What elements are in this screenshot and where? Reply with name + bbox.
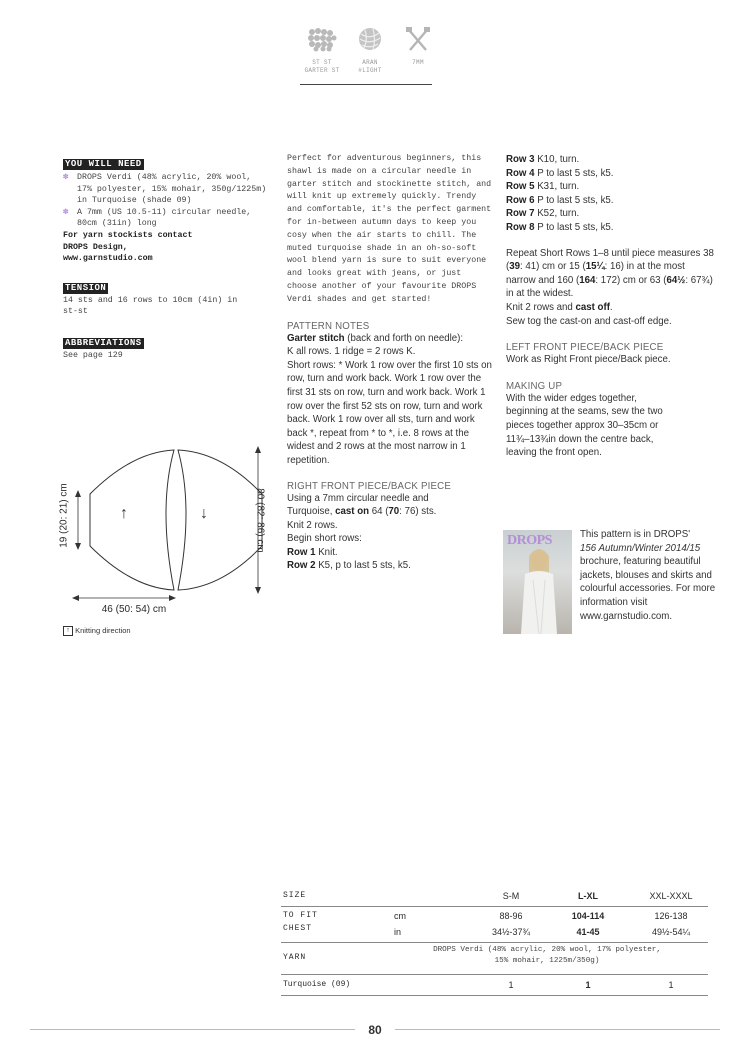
row-6: Row 6 P to last 5 sts, k5. <box>506 194 614 206</box>
technique-icons <box>300 26 432 86</box>
cm-xxl: 126-138 <box>654 911 688 921</box>
making-up-title: MAKING UP <box>506 380 563 392</box>
repeat-instructions: Repeat Short Rows 1–8 until piece measures 38 (39: 41) cm or 15 (15¼: 16) in at the most narrow and 160 (164: 172) cm or 63 (64½: 67¾) in at the widest. <box>506 247 714 300</box>
you-will-need-heading: YOU WILL NEED <box>65 159 142 169</box>
row-8: Row 8 P to last 5 sts, k5. <box>506 221 614 233</box>
cm-lxl: 104-114 <box>571 911 605 921</box>
diagram-arrow-down: ↓ <box>200 505 208 522</box>
arrow-legend-icon: ↑ <box>63 626 73 636</box>
balls-sm: 1 <box>508 980 514 990</box>
yarn-ball-icon-cell <box>300 26 344 75</box>
row-1: Row 1 Knit. <box>287 546 338 558</box>
needles-icon-cell <box>396 26 440 67</box>
size-label: SIZE <box>283 891 307 900</box>
right-front-line4: Begin short rows: <box>287 533 362 545</box>
row-3: Row 3 K10, turn. <box>506 154 580 165</box>
to-fit-label: TO FIT <box>283 911 318 920</box>
brochure-cover <box>503 530 572 634</box>
length-label: 80 (82: 86) cm <box>254 488 266 553</box>
size-sm: S-M <box>502 891 520 901</box>
left-front-title: LEFT FRONT PIECE/BACK PIECE <box>506 342 664 354</box>
yarn-description: DROPS Verdi (48% acrylic, 20% wool, 17% polyester, 15% mohair, 1225m/350g) <box>433 946 661 965</box>
footer-rule-right <box>395 1029 720 1030</box>
balls-lxl: 1 <box>585 980 591 990</box>
right-front-line1: Using a 7mm circular needle and <box>287 492 429 504</box>
short-rows-note: Short rows: * Work 1 row over the first 10 sts on row, turn and work back. Work 1 row over the first 31 sts on row, turn and work back. Work 1 row over the first 52 sts on row, turn and work back. Work 1 row over all sts, turn and work back *, repeat from * to *, i.e. 8 rows at the widest and 2 rows at the most narrow in 1 repetition. <box>287 359 492 466</box>
row-5: Row 5 K31, turn. <box>506 181 580 193</box>
right-front-title: RIGHT FRONT PIECE/BACK PIECE <box>287 480 452 492</box>
needles-icon <box>404 26 432 52</box>
in-sm: 34½-37¾ <box>491 927 531 937</box>
in-lxl: 41-45 <box>576 927 600 937</box>
materials-bullet-1: ✽ DROPS Verdi (48% acrylic, 20% wool, 17% polyester, 15% mohair, 350g/1225m) in Turquoise (shade 09) <box>63 172 267 206</box>
row-7: Row 7 K52, turn. <box>506 208 580 220</box>
shade-label: Turquoise (09) <box>283 980 351 989</box>
tension-heading: TENSION <box>65 282 107 293</box>
table-divider <box>281 942 708 943</box>
unit-in: in <box>394 927 402 937</box>
size-xxl: XXL-XXXL <box>649 891 693 901</box>
intro-text: Perfect for adventurous beginners, this shawl is made on a circular needle in garter stitch and stockinette stitch, and will knit up extremely quickly. Trendy and comfortable, it's the perfect garment for in-between autumn days to keep you cosy when the air starts to chill. The muted turquoise shade in an oh-so-soft wool blend yarn is sure to suit everyone and looks great with jeans, or just choose another of your favourite DROPS Verdi shades and get started! <box>287 154 492 304</box>
brochure-text: This pattern is in DROPS' 156 Autumn/Winter 2014/15 brochure, featuring beautiful jackets, blouses and skirts and colourful accessories. For more information visit www.garnstudio.com. <box>580 529 716 622</box>
tension-text: 14 sts and 16 rows to 10cm (4in) in st-st <box>63 295 238 317</box>
garter-stitch-note: Garter stitch (back and forth on needle): <box>287 332 464 344</box>
brochure-model-image <box>503 530 572 634</box>
table-divider <box>281 995 708 996</box>
pattern-notes-title: PATTERN NOTES <box>287 320 370 332</box>
instructions-column <box>506 153 716 460</box>
right-front-line2: Turquoise, cast on 64 (70: 76) sts. <box>287 506 437 518</box>
right-front-line3: Knit 2 rows. <box>287 519 338 531</box>
chest-label: CHEST <box>283 924 313 933</box>
icon-caption-3: 7MM <box>412 59 424 66</box>
materials-column <box>63 153 268 362</box>
balls-xxl: 1 <box>668 980 674 990</box>
yarn-icon-cell <box>348 26 392 75</box>
yarn-ball-icon <box>307 26 337 52</box>
footer-rule-left <box>30 1029 355 1030</box>
abbreviations-heading: ABBREVIATIONS <box>65 337 142 348</box>
making-up-text: With the wider edges together, beginning at the seams, sew the two pieces together approx 30–35cm or 11¾–13¾in down the centre back, leaving the front open. <box>506 392 663 459</box>
pattern-column <box>287 153 495 573</box>
height-label: 19 (20: 21) cm <box>58 483 70 548</box>
diagram-arrow-up: ↑ <box>120 505 128 522</box>
icon-divider <box>300 84 432 85</box>
table-divider <box>281 974 708 975</box>
cast-off-line: Knit 2 rows and cast off. <box>506 301 613 313</box>
garter-stitch-line2: K all rows. 1 ridge = 2 rows K. <box>287 346 416 358</box>
sew-line: Sew tog the cast-on and cast-off edge. <box>506 315 672 327</box>
brochure-logo: DROPS <box>507 533 552 548</box>
cm-sm: 88-96 <box>499 911 523 921</box>
stockists-text: For yarn stockists contact DROPS Design, www.garnstudio.com <box>63 230 193 264</box>
size-lxl: L-XL <box>578 891 598 901</box>
in-xxl: 49½-54¼ <box>651 927 691 937</box>
legend: ↑ Knitting direction <box>63 626 131 636</box>
icon-caption-1: ST ST GARTER ST <box>304 59 340 74</box>
row-4: Row 4 P to last 5 sts, k5. <box>506 167 614 179</box>
table-divider <box>281 906 708 907</box>
unit-cm: cm <box>394 911 406 921</box>
abbreviations-text: See page 129 <box>63 350 123 360</box>
star-icon: ✽ <box>63 206 69 217</box>
row-2: Row 2 K5, p to last 5 sts, k5. <box>287 560 411 572</box>
width-label: 46 (50: 54) cm <box>101 604 167 615</box>
materials-bullet-2: ✽ A 7mm (US 10.5-11) circular needle, 80cm (31in) long <box>63 206 252 229</box>
left-front-text: Work as Right Front piece/Back piece. <box>506 354 671 366</box>
icon-caption-2: ARAN #LIGHT <box>358 59 382 74</box>
yarn-icon <box>356 26 384 52</box>
page-number: 80 <box>368 1023 382 1037</box>
star-icon: ✽ <box>63 172 69 182</box>
yarn-label: YARN <box>283 953 307 962</box>
